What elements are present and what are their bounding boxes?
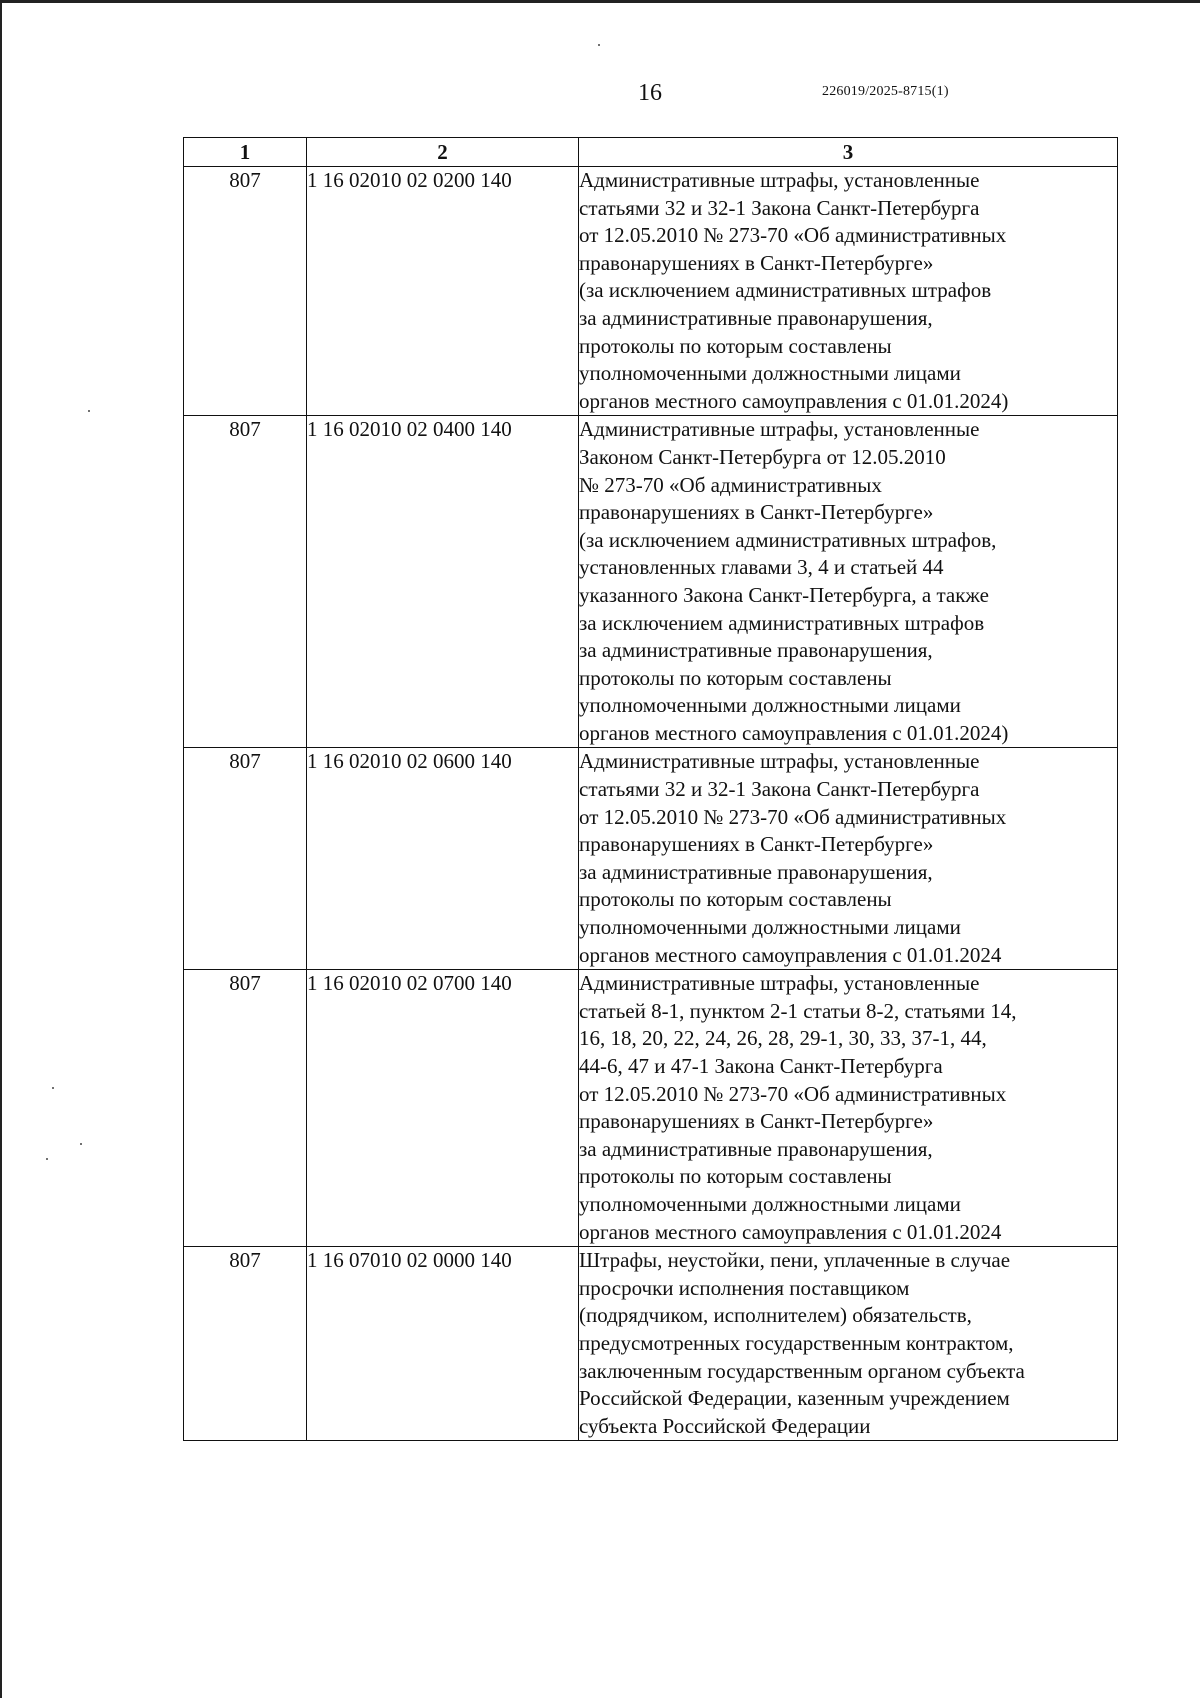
- description-line: Административные штрафы, установленные: [579, 749, 980, 774]
- description-line: за административные правонарушения,: [579, 305, 933, 330]
- budget-code-cell: 1 16 02010 02 0600 140: [307, 748, 579, 970]
- description-line: протоколы по которым составлены: [579, 665, 892, 690]
- scan-speck: [52, 1087, 54, 1089]
- description-line: правонарушениях в Санкт-Петербурге»: [579, 250, 934, 275]
- budget-code-cell: 1 16 02010 02 0700 140: [307, 970, 579, 1247]
- description-line: органов местного самоуправления с 01.01.2024: [579, 942, 1002, 967]
- column-header: 3: [579, 138, 1118, 167]
- description-line: 44-6, 47 и 47-1 Закона Санкт-Петербурга: [579, 1054, 943, 1078]
- description-line: протоколы по которым составлены: [579, 1164, 892, 1189]
- admin-code-cell: 807: [184, 970, 307, 1247]
- description-line: указанного Закона Санкт-Петербурга, а также: [579, 582, 989, 607]
- description-line: уполномоченными должностными лицами: [579, 1191, 961, 1216]
- budget-code-cell: 1 16 02010 02 0200 140: [307, 167, 579, 416]
- description-line: установленных главами 3, 4 и статьей 44: [579, 555, 944, 580]
- description-line: заключенным государственным органом субъекта: [579, 1358, 1025, 1383]
- description-line: статьями 32 и 32-1 Закона Санкт-Петербурга: [579, 777, 980, 802]
- table-body: [184, 167, 1118, 1441]
- scan-speck: [598, 44, 600, 46]
- description-line: за административные правонарушения,: [579, 859, 933, 884]
- description-line: протоколы по которым составлены: [579, 333, 892, 358]
- description-line: Законом Санкт-Петербурга от 12.05.2010: [579, 444, 946, 469]
- description-line: (за исключением административных штрафов,: [579, 527, 997, 552]
- description-line: статьями 32 и 32-1 Закона Санкт-Петербурга: [579, 195, 980, 220]
- description-line: за административные правонарушения,: [579, 1136, 933, 1161]
- scan-border-top: [0, 0, 1200, 3]
- description-line: № 273-70 «Об административных: [579, 472, 882, 497]
- table-row: [184, 970, 1118, 1247]
- admin-code-cell: 807: [184, 748, 307, 970]
- description-line: 16, 18, 20, 22, 24, 26, 28, 29-1, 30, 33, 37-1, 44,: [579, 1026, 987, 1051]
- description-cell: [579, 970, 1118, 1247]
- description-line: уполномоченными должностными лицами: [579, 693, 961, 718]
- column-header: 2: [307, 138, 579, 167]
- scan-speck: [80, 1143, 82, 1145]
- admin-code-cell: 807: [184, 1247, 307, 1441]
- budget-code-cell: 1 16 07010 02 0000 140: [307, 1247, 579, 1441]
- description-cell: [579, 1247, 1118, 1441]
- description-line: от 12.05.2010 № 273-70 «Об административных: [579, 223, 1007, 248]
- description-line: предусмотренных государственным контрактом,: [579, 1330, 1014, 1355]
- description-line: статьей 8-1, пунктом 2-1 статьи 8-2, статьями 14,: [579, 998, 1017, 1023]
- description-cell: [579, 167, 1118, 416]
- description-line: уполномоченными должностными лицами: [579, 915, 961, 940]
- table-row: [184, 167, 1118, 416]
- page-number: 16: [638, 80, 662, 106]
- description-line: правонарушениях в Санкт-Петербурге»: [579, 500, 934, 525]
- description-line: правонарушениях в Санкт-Петербурге»: [579, 832, 934, 857]
- description-cell: [579, 748, 1118, 970]
- description-line: органов местного самоуправления с 01.01.2024): [579, 720, 1009, 745]
- description-line: уполномоченными должностными лицами: [579, 361, 961, 386]
- description-line: правонарушениях в Санкт-Петербурге»: [579, 1109, 934, 1134]
- description-line: (за исключением административных штрафов: [579, 278, 992, 303]
- description-line: субъекта Российской Федерации: [579, 1413, 871, 1438]
- description-line: протоколы по которым составлены: [579, 887, 892, 912]
- budget-code-cell: 1 16 02010 02 0400 140: [307, 416, 579, 748]
- table-row: [184, 416, 1118, 748]
- admin-code-cell: 807: [184, 416, 307, 748]
- description-line: от 12.05.2010 № 273-70 «Об административных: [579, 804, 1007, 829]
- description-line: (подрядчиком, исполнителем) обязательств,: [579, 1303, 972, 1328]
- scan-speck: [88, 410, 90, 412]
- revenue-codes-table: [183, 137, 1118, 1441]
- description-cell: [579, 416, 1118, 748]
- document-id: 226019/2025-8715(1): [822, 84, 949, 99]
- description-line: просрочки исполнения поставщиком: [579, 1275, 910, 1300]
- description-line: за исключением административных штрафов: [579, 610, 985, 635]
- description-line: органов местного самоуправления с 01.01.2024: [579, 1219, 1002, 1244]
- column-header: 1: [184, 138, 307, 167]
- table-row: [184, 1247, 1118, 1441]
- admin-code-cell: 807: [184, 167, 307, 416]
- table-row: [184, 748, 1118, 970]
- scan-border-left: [0, 0, 2, 1698]
- description-line: от 12.05.2010 № 273-70 «Об административных: [579, 1081, 1007, 1106]
- description-line: Административные штрафы, установленные: [579, 168, 980, 192]
- description-line: Штрафы, неустойки, пени, уплаченные в случае: [579, 1248, 1011, 1273]
- description-line: за административные правонарушения,: [579, 638, 933, 663]
- description-line: органов местного самоуправления с 01.01.2024): [579, 388, 1009, 413]
- description-line: Административные штрафы, установленные: [579, 417, 980, 442]
- table-header-row: [184, 138, 1118, 167]
- description-line: Российской Федерации, казенным учреждением: [579, 1386, 1010, 1411]
- scan-speck: [46, 1158, 48, 1160]
- description-line: Административные штрафы, установленные: [579, 971, 980, 996]
